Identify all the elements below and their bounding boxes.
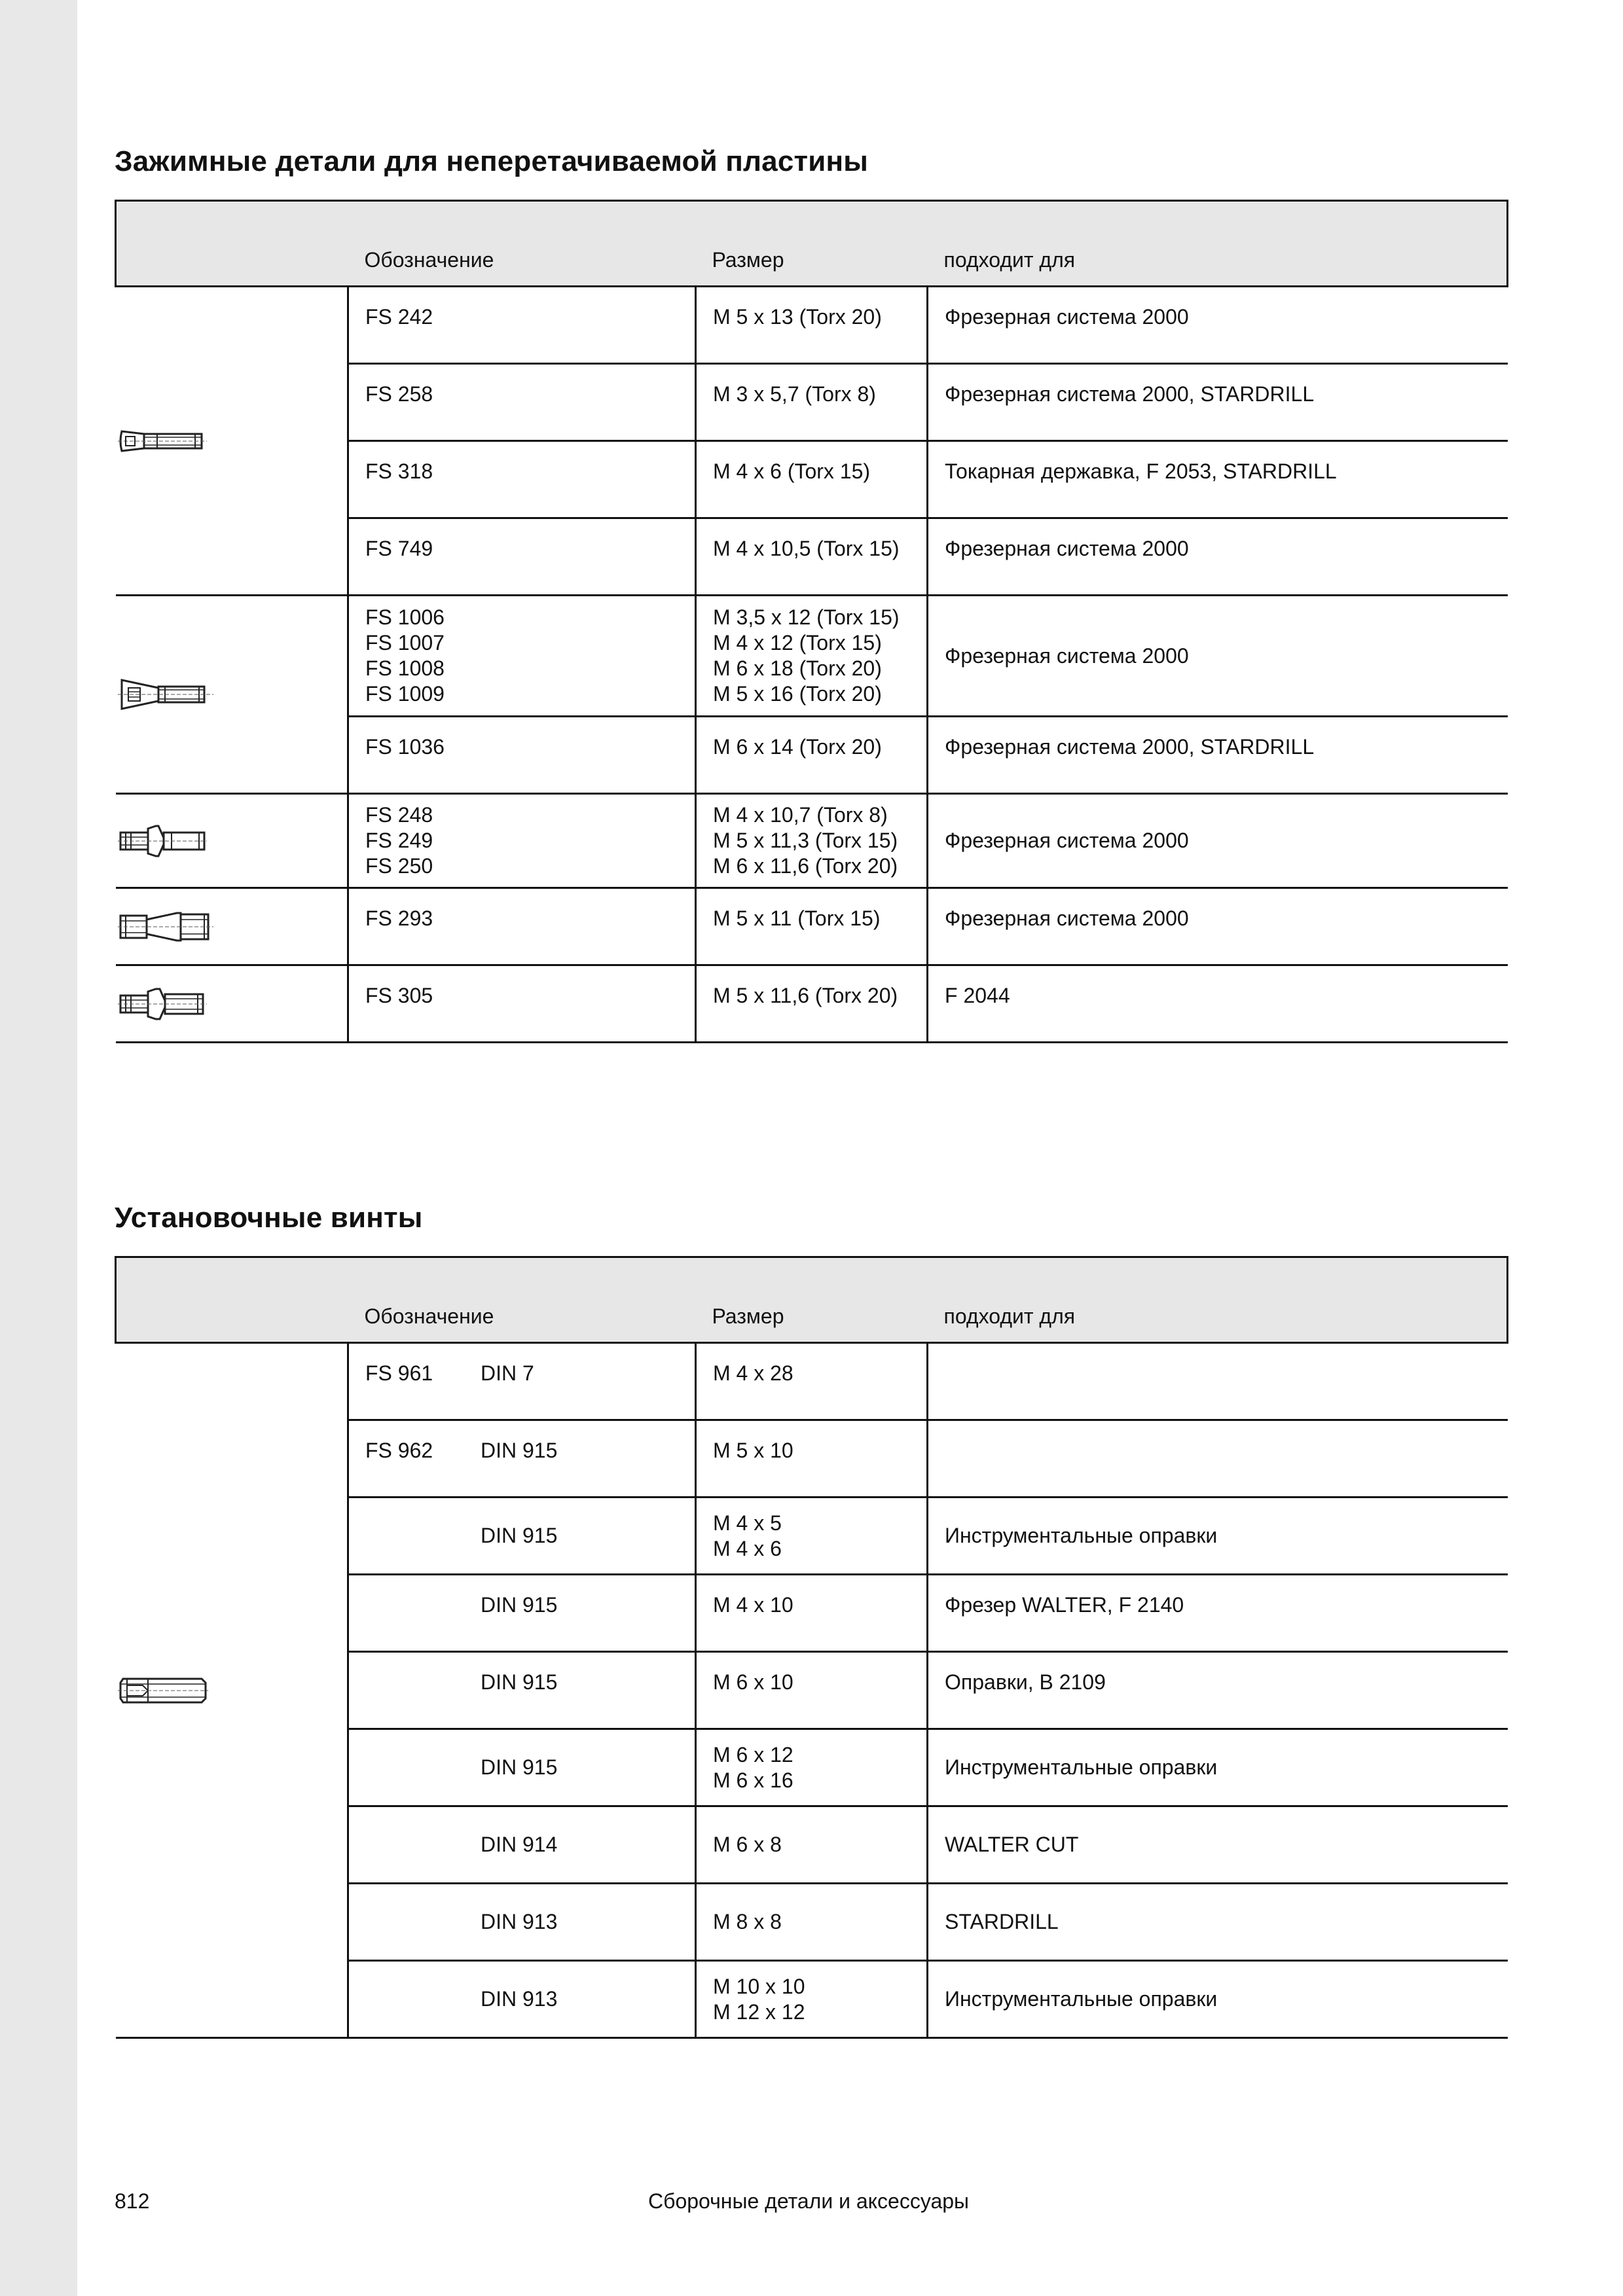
fits-cell: Фрезерная система 2000 [928, 596, 1508, 717]
designation-cell: DIN 914 [348, 1806, 696, 1884]
header-size: Размер [696, 1257, 928, 1343]
table-header-row [116, 201, 1508, 287]
fits-cell: STARDRILL [928, 1884, 1508, 1961]
image-cell [116, 1343, 348, 2038]
size-cell: M 4 x 28 [696, 1343, 928, 1420]
image-cell [116, 287, 348, 596]
header-size: Размер [696, 201, 928, 287]
size-cell: M 6 x 14 (Torx 20) [696, 717, 928, 794]
header-designation: Обозначение [348, 1257, 696, 1343]
fits-cell: Инструментальные оправки [928, 1729, 1508, 1806]
fits-cell: Фрезерная система 2000 [928, 287, 1508, 364]
size-cell: M 3 x 5,7 (Torx 8) [696, 364, 928, 441]
tapered-head-torx-screw-icon [118, 668, 216, 721]
fits-cell: Фрезерная система 2000 [928, 518, 1508, 596]
fits-cell: F 2044 [928, 965, 1508, 1043]
size-cell: M 8 x 8 [696, 1884, 928, 1961]
fits-cell: Фрезерная система 2000, STARDRILL [928, 364, 1508, 441]
size-cell: M 3,5 x 12 (Torx 15) M 4 x 12 (Torx 15) M 6 x 18 (Torx 20) M 5 x 16 (Torx 20) [696, 596, 928, 717]
size-cell: M 6 x 10 [696, 1652, 928, 1729]
image-cell [116, 596, 348, 794]
designation-cell: FS 749 [348, 518, 696, 596]
fits-cell [928, 1343, 1508, 1420]
designation-cell: FS 962 DIN 915 [348, 1420, 696, 1498]
fits-cell: Оправки, B 2109 [928, 1652, 1508, 1729]
page-number: 812 [115, 2189, 150, 2213]
size-cell: M 5 x 13 (Torx 20) [696, 287, 928, 364]
size-cell: M 4 x 10,5 (Torx 15) [696, 518, 928, 596]
size-cell: M 4 x 5 M 4 x 6 [696, 1498, 928, 1575]
size-cell: M 4 x 6 (Torx 15) [696, 441, 928, 518]
header-image-cell [116, 201, 348, 287]
designation-cell: FS 258 [348, 364, 696, 441]
section-title-set-screws: Установочные винты [115, 1202, 423, 1234]
size-cell: M 5 x 11,6 (Torx 20) [696, 965, 928, 1043]
fits-cell [928, 1420, 1508, 1498]
designation-cell: FS 242 [348, 287, 696, 364]
size-cell: M 4 x 10 [696, 1575, 928, 1652]
designation-cell: FS 305 [348, 965, 696, 1043]
image-cell [116, 888, 348, 965]
designation-cell: DIN 915 [348, 1575, 696, 1652]
double-ended-short-clamp-screw-icon [118, 981, 210, 1027]
fits-cell: Инструментальные оправки [928, 1961, 1508, 2038]
designation-cell: DIN 915 [348, 1498, 696, 1575]
fits-cell: WALTER CUT [928, 1806, 1508, 1884]
double-ended-clamp-screw-icon [118, 818, 210, 864]
designation-cell: DIN 915 [348, 1652, 696, 1729]
header-fits: подходит для [928, 201, 1508, 287]
table-row [116, 888, 1508, 965]
size-cell: M 5 x 10 [696, 1420, 928, 1498]
fits-cell: Фрезер WALTER, F 2140 [928, 1575, 1508, 1652]
header-fits: подходит для [928, 1257, 1508, 1343]
table-row [116, 965, 1508, 1043]
designation-cell: DIN 913 [348, 1884, 696, 1961]
fits-cell: Фрезерная система 2000 [928, 794, 1508, 888]
size-cell: M 6 x 8 [696, 1806, 928, 1884]
double-ended-long-clamp-screw-icon [118, 904, 216, 950]
set-screws-table [115, 1256, 1508, 2039]
header-designation: Обозначение [348, 201, 696, 287]
fits-cell: Фрезерная система 2000, STARDRILL [928, 717, 1508, 794]
table-header-row [116, 1257, 1508, 1343]
size-cell: M 4 x 10,7 (Torx 8) M 5 x 11,3 (Torx 15) M 6 x 11,6 (Torx 20) [696, 794, 928, 888]
size-cell: M 5 x 11 (Torx 15) [696, 888, 928, 965]
fits-cell: Фрезерная система 2000 [928, 888, 1508, 965]
table-row [116, 1343, 1508, 1420]
image-cell [116, 965, 348, 1043]
clamping-parts-table [115, 200, 1508, 1043]
page-side-strip [0, 0, 77, 2296]
designation-cell: FS 1036 [348, 717, 696, 794]
size-cell: M 6 x 12 M 6 x 16 [696, 1729, 928, 1806]
fits-cell: Инструментальные оправки [928, 1498, 1508, 1575]
fits-cell: Токарная державка, F 2053, STARDRILL [928, 441, 1508, 518]
designation-cell: DIN 915 [348, 1729, 696, 1806]
designation-cell: DIN 913 [348, 1961, 696, 2038]
designation-cell: FS 293 [348, 888, 696, 965]
table-row [116, 794, 1508, 888]
designation-cell: FS 318 [348, 441, 696, 518]
section-title-clamping-parts: Зажимные детали для неперетачиваемой пластины [115, 145, 869, 177]
footer-title: Сборочные детали и аксессуары [648, 2189, 970, 2213]
size-cell: M 10 x 10 M 12 x 12 [696, 1961, 928, 2038]
table-row [116, 287, 1508, 364]
set-screw-icon [118, 1664, 210, 1717]
designation-cell: FS 1006 FS 1007 FS 1008 FS 1009 [348, 596, 696, 717]
image-cell [116, 794, 348, 888]
header-image-cell [116, 1257, 348, 1343]
designation-cell: FS 248 FS 249 FS 250 [348, 794, 696, 888]
table-row [116, 596, 1508, 717]
countersunk-torx-screw-icon [118, 418, 210, 464]
designation-cell: FS 961 DIN 7 [348, 1343, 696, 1420]
